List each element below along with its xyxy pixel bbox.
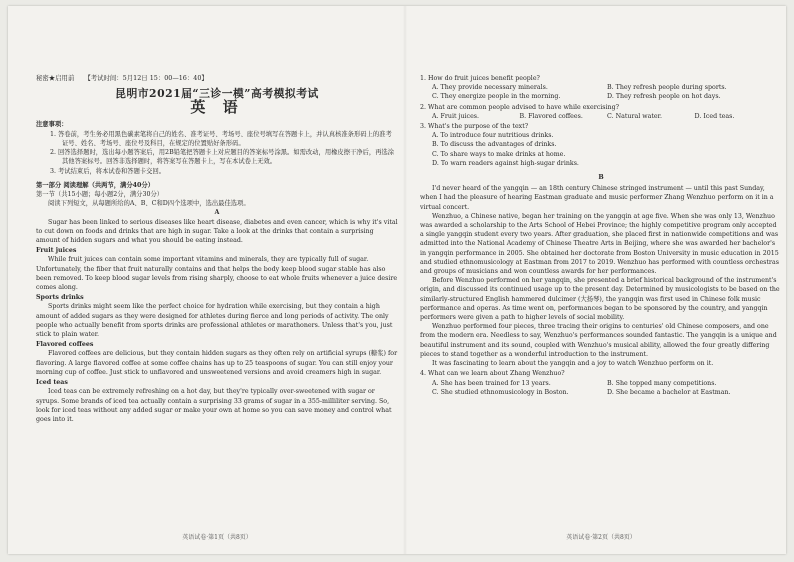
page-footer: 英语试卷·第2页（共8页） — [566, 533, 636, 541]
subheading-fruit-juices: Fruit juices — [36, 247, 77, 255]
paragraph: It was fascinating to learn about the yangqin and a joy to watch Wenzhuo perform on it. — [432, 360, 714, 368]
question-3: 3. What's the purpose of the text? — [420, 123, 529, 131]
question-4-options — [420, 379, 782, 397]
option: B. To discuss the advantages of drinks. — [432, 141, 557, 149]
note-item: 1. 答卷前，考生务必用黑色碳素笔将自己的姓名、准考证号、考场号、座位号填写在答题卡上，并认真核准条形码上的准考证号、姓名、考场号、座位号及科目，在规定的位置贴好条形码。 — [50, 130, 392, 148]
option: B. She topped many competitions. — [607, 379, 717, 387]
paragraph: Iced teas can be extremely refreshing on a hot day, but they're typically over-sweetened with sugar or syrups. Some brands of iced tea actually contain a surprising 33 grams of sugar in a 355-milliliter serving. So, look for iced teas without any added sugar or make your own at home so you can save money and control what goes into it. — [36, 388, 392, 423]
option: C. She studied ethnomusicology in Boston. — [432, 388, 569, 396]
option: A. To introduce four nutritious drinks. — [432, 132, 554, 140]
paragraph: Wenzhuo performed four pieces, three tracing their origins to centuries' old Chinese composers, and one from the modern era. Needless to say, Wenzhuo's performances sounded fantastic. The yangqin is a unique and beautiful instrument and its sound, coupled with Wenzhuo's musical ability, allowed the four greatly differing pieces to stand together as a wonderful introduction to the instrument. — [420, 323, 777, 358]
paragraph: Flavored coffees are delicious, but they contain hidden sugars as they often rely on artificial syrups (糖浆) for flavoring. A large flavored coffee at some coffee chains has up to 25 teaspoons of sugar. You can still enjoy your morning cup of coffee. Just stick to unflavored and unsweetened versions and avoid creamers high in sugar. — [36, 350, 398, 376]
subheading-flavored-coffees: Flavored coffees — [36, 341, 94, 349]
part-heading: 第一部分 阅读理解（共两节，满分40分） — [36, 181, 155, 189]
paragraph: Before Wenzhuo performed on her yangqin, she presented a brief historical background of the instrument's origin, and discussed its continued usage up to the present day. Determined by musicologists to be based on the similarly-structured English hammered dulcimer (大扬琴), the yangqin was first used in Chinese folk music performance and operas. As time went on, performances began to be sponsored by the country, and yangqin performers were given a path to higher levels of social mobility. — [420, 277, 780, 322]
question-2-options — [420, 112, 782, 121]
paragraph: Sugar has been linked to serious diseases like heart disease, diabetes and even cancer, which is why it's vital to cut down on foods and drinks that are high in sugar. Take a look at the drinks that contain a surprising amount of hidden sugars and what you should be eating instead. — [36, 218, 398, 245]
page-fold — [403, 6, 407, 554]
subheading-iced-teas: Iced teas — [36, 379, 68, 387]
notes-title: 注意事项： — [36, 120, 68, 128]
paragraph: I'd never heard of the yangqin — an 18th century Chinese stringed instrument — until this past Sunday, when I had the pleasure of hearing Eastman graduate and music performer Zhang Wenzhuo perform on it in a virtual concert. — [420, 185, 774, 211]
exam-title: 昆明市2021届“三诊一模”高考模拟考试 — [115, 87, 319, 101]
option: A. She has been trained for 13 years. — [432, 379, 551, 387]
option: A. Fruit juices. — [432, 112, 480, 120]
question-4: 4. What can we learn about Zhang Wenzhuo? — [420, 370, 565, 378]
option: C. Natural water. — [607, 112, 662, 120]
note-item: 2. 回答选择题时，选出每小题答案后，用2B铅笔把答题卡上对应题目的答案标号涂黑。如需改动，用橡皮擦干净后，再选涂其他答案标号。回答非选择题时，将答案写在答题卡上，写在本试卷上无效。 — [50, 149, 395, 166]
left-page — [36, 12, 398, 546]
passage-label-b: B — [598, 174, 604, 182]
passage-label-a: A — [214, 209, 220, 217]
section-heading: 第一节（共15小题；每小题2分，满分30分） — [36, 191, 164, 199]
option: C. To share ways to make drinks at home. — [432, 150, 566, 158]
option: D. Iced teas. — [694, 112, 735, 120]
instruction-text: 阅读下列短文，从每题所给的A、B、C和D四个选项中，选出最佳选项。 — [48, 200, 250, 208]
option: C. They energize people in the morning. — [432, 93, 561, 101]
option: B. They refresh people during sports. — [607, 84, 727, 92]
option: A. They provide necessary minerals. — [432, 84, 548, 92]
note-item: 3. 考试结束后，将本试卷和答题卡交回。 — [50, 167, 166, 175]
paragraph: Sports drinks might seem like the perfect choice for hydration while exercising, but they contain a high amount of added sugars as they were designed for athletes during fierce and long periods of activity. The only people who actually benefit from sports drinks are professional athletes or marathoners. Unless that's you, just stick to plain water. — [36, 303, 393, 339]
option: B. Flavored coffees. — [519, 112, 583, 120]
option: D. She became a bachelor at Eastman. — [607, 388, 731, 396]
subheading-sports-drinks: Sports drinks — [36, 294, 84, 302]
option: D. They refresh people on hot days. — [607, 93, 721, 101]
subject-title: 英 语 — [190, 98, 244, 117]
page-footer: 英语试卷·第1页（共8页） — [182, 533, 252, 541]
right-page — [420, 12, 782, 546]
confidential-line: 秘密★启用前 【考试时间：5月12日 15：00—16：40】 — [36, 74, 208, 82]
question-3-options — [420, 131, 782, 168]
question-1: 1. How do fruit juices benefit people? — [420, 75, 540, 82]
exam-sheet — [8, 6, 786, 554]
option: D. To warn readers against high-sugar drinks. — [432, 159, 579, 167]
question-2: 2. What are common people advised to have while exercising? — [420, 103, 619, 111]
paragraph: Wenzhuo, a Chinese native, began her training on the yangqin at age five. When she was only 13, Wenzhuo was awarded a scholarship to the Arts School of Hebei Province; the highly competitive program only accepted a single yangqin student every two years. After graduation, she placed first in nationwide competitions and was admitted into the National Academy of Chinese Theatre Arts in Beijing, where she was awarded her bachelor's in yangqin performance in 2005. She obtained her doctorate from Boston University in music education in 2015 and studied ethnomusicology at Eastman from 2017 to 2019. Wenzhuo has performed with countless orchestras and groups of musicians and won countless awards for her performances. — [420, 212, 779, 276]
paragraph: While fruit juices can contain some important vitamins and minerals, they are typically full of sugar. Unfortunately, the fiber that fruit naturally contains and that helps the body keep blood sugar stable has also been removed. To keep blood sugar levels from rising sharply, choose to eat whole fruits whenever a juice desire comes along. — [36, 256, 398, 292]
question-1-options — [420, 83, 782, 101]
